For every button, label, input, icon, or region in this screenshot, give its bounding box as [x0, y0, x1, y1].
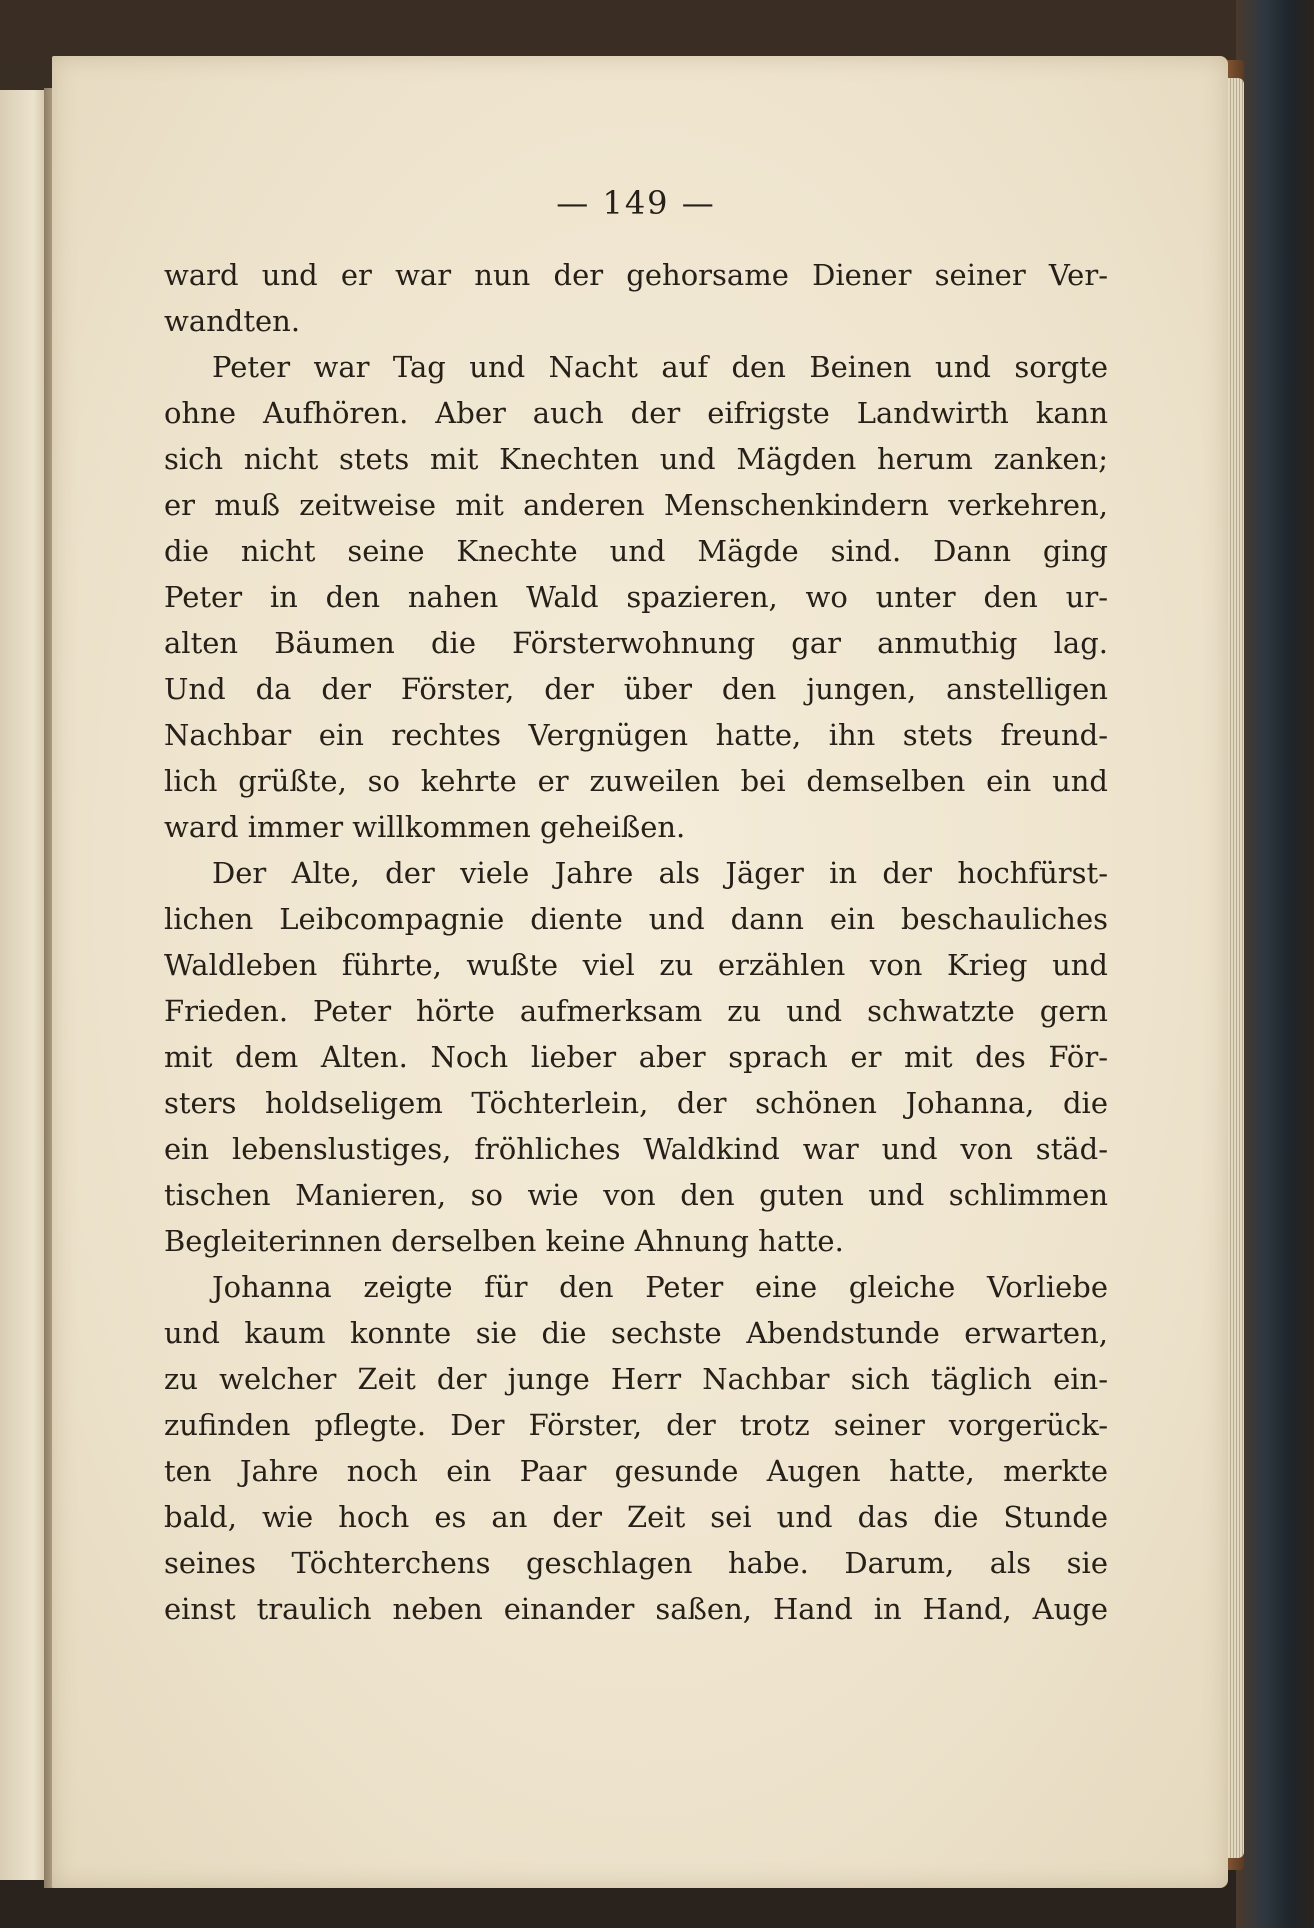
text-line: Waldleben führte, wußte viel zu erzählen von Krieg und — [164, 948, 1108, 982]
facing-page-edge — [0, 90, 48, 1880]
text-line: wandten. — [164, 304, 301, 338]
text-line: ward und er war nun der gehorsame Diener seiner Ver- — [164, 258, 1108, 292]
paragraph-first-line: Der Alte, der viele Jahre als Jäger in der hochfürst- — [212, 856, 1108, 890]
paragraph-first-line: Peter war Tag und Nacht auf den Beinen und sorgte — [212, 350, 1108, 384]
text-line: er muß zeitweise mit anderen Menschenkindern verkehren, — [164, 488, 1108, 522]
text-line: die nicht seine Knechte und Mägde sind. Dann ging — [164, 534, 1108, 568]
text-line: alten Bäumen die Försterwohnung gar anmuthig lag. — [164, 626, 1108, 660]
text-line: Nachbar ein rechtes Vergnügen hatte, ihn stets freund- — [164, 718, 1108, 752]
text-line: tischen Manieren, so wie von den guten und schlimmen — [164, 1178, 1108, 1212]
text-line: ten Jahre noch ein Paar gesunde Augen hatte, merkte — [164, 1454, 1108, 1488]
text-line: ohne Aufhören. Aber auch der eifrigste Landwirth kann — [164, 396, 1108, 430]
text-line: Und da der Förster, der über den jungen, anstelligen — [164, 672, 1108, 706]
text-line: lichen Leibcompagnie diente und dann ein beschauliches — [164, 902, 1108, 936]
text-line: mit dem Alten. Noch lieber aber sprach er mit des För- — [164, 1040, 1108, 1074]
text-line: zu welcher Zeit der junge Herr Nachbar sich täglich ein- — [164, 1362, 1108, 1396]
text-line: seines Töchterchens geschlagen habe. Darum, als sie — [164, 1546, 1108, 1580]
text-line: ward immer willkommen geheißen. — [164, 810, 686, 844]
text-line: Begleiterinnen derselben keine Ahnung hatte. — [164, 1224, 844, 1258]
text-line: sters holdseligem Töchterlein, der schönen Johanna, die — [164, 1086, 1108, 1120]
text-line: sich nicht stets mit Knechten und Mägden herum zanken; — [164, 442, 1108, 476]
text-line: bald, wie hoch es an der Zeit sei und das die Stunde — [164, 1500, 1108, 1534]
text-line: einst traulich neben einander saßen, Hand in Hand, Auge — [164, 1592, 1108, 1626]
book-cover-edge — [1236, 0, 1314, 1928]
text-line: Peter in den nahen Wald spazieren, wo unter den ur- — [164, 580, 1108, 614]
book-page — [52, 56, 1228, 1888]
paragraph-first-line: Johanna zeigte für den Peter eine gleiche Vorliebe — [212, 1270, 1108, 1304]
text-line: ein lebenslustiges, fröhliches Waldkind war und von städ- — [164, 1132, 1108, 1166]
text-line: lich grüßte, so kehrte er zuweilen bei demselben ein und — [164, 764, 1108, 798]
text-line: Frieden. Peter hörte aufmerksam zu und schwatzte gern — [164, 994, 1108, 1028]
page-number: — 149 — — [556, 184, 716, 222]
text-line: und kaum konnte sie die sechste Abendstunde erwarten, — [164, 1316, 1108, 1350]
text-line: zufinden pflegte. Der Förster, der trotz seiner vorgerück- — [164, 1408, 1108, 1442]
